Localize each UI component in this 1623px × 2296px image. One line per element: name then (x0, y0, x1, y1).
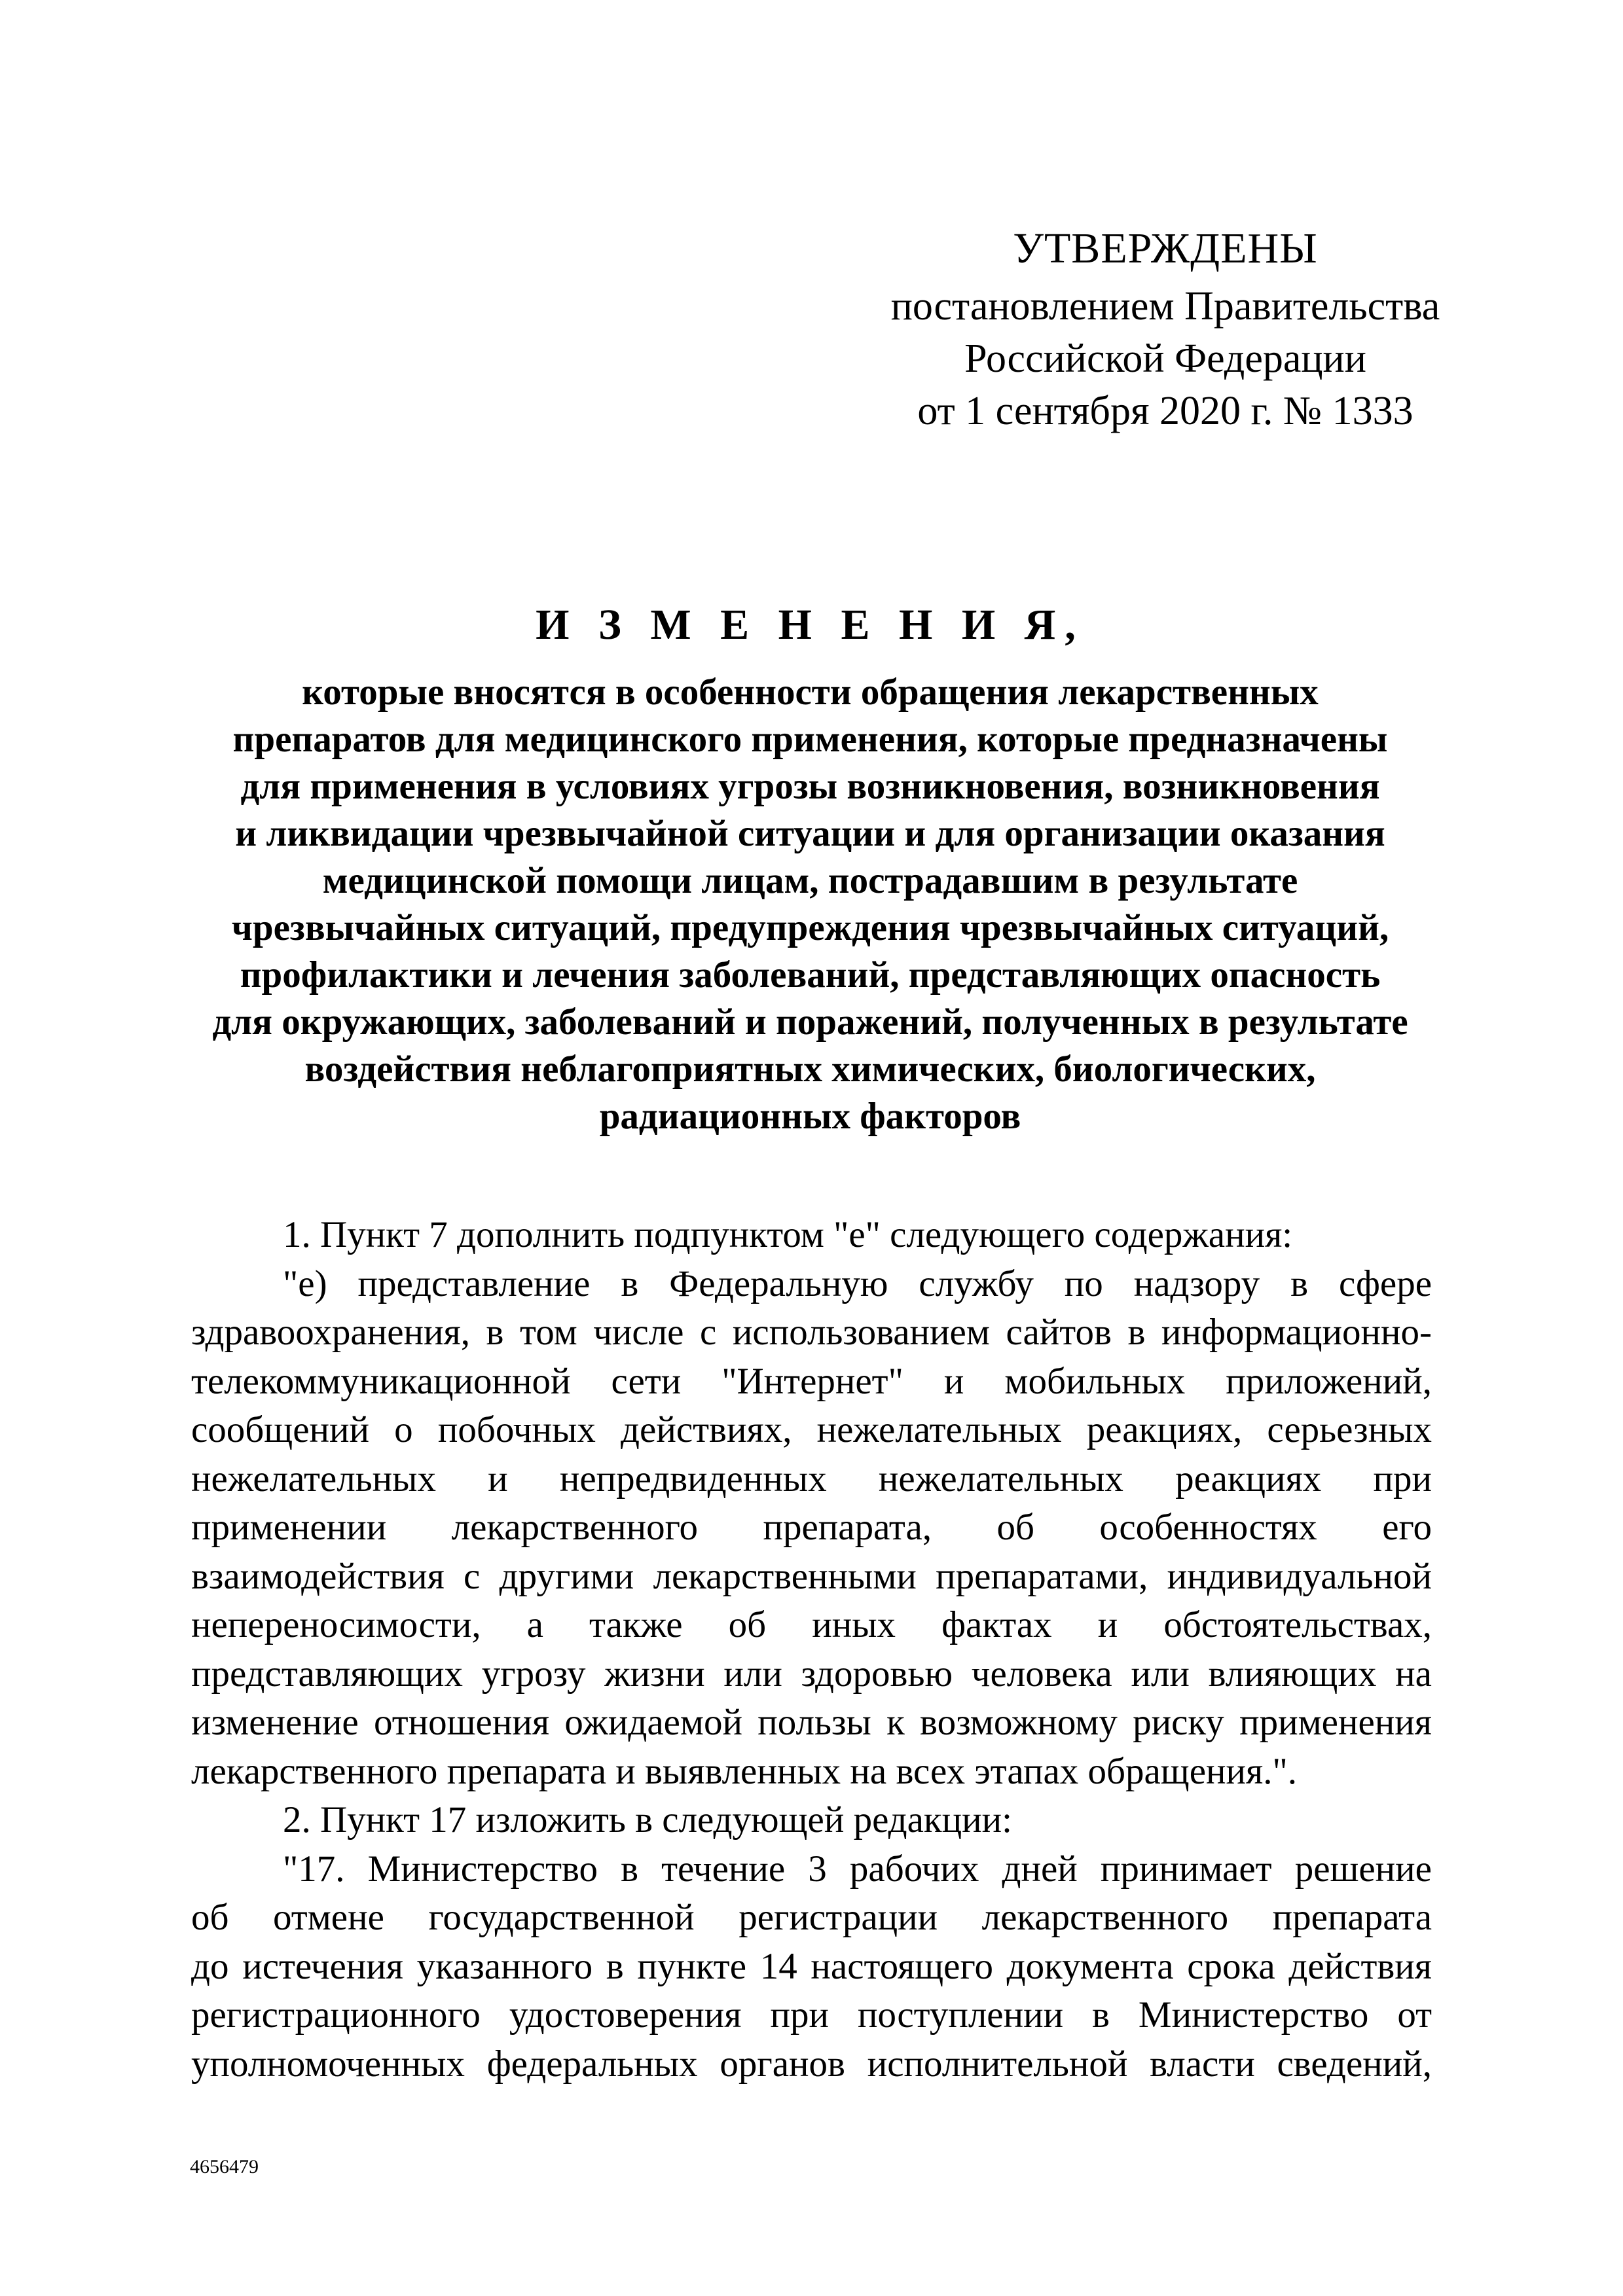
paragraph-line: "17. Министерство в течение 3 рабочих дней принимает решение (283, 1848, 1432, 1890)
document-subtitle (164, 669, 1457, 1140)
document-title: И З М Е Н Е Н И Я, (536, 601, 1085, 649)
approval-line-1: постановлением Правительства (890, 284, 1440, 329)
paragraph-line: нежелательных и непредвиденных нежелательных реакциях при (191, 1458, 1432, 1499)
paragraph-3 (191, 1796, 1432, 1845)
document-code: 4656479 (190, 2156, 259, 2178)
title-block (164, 596, 1457, 1140)
paragraph-line: здравоохранения, в том числе с использованием сайтов в информационно- (191, 1312, 1432, 1353)
subtitle-line: профилактики и лечения заболеваний, представляющих опасность (240, 954, 1381, 996)
subtitle-line: которые вносятся в особенности обращения лекарственных (302, 672, 1319, 713)
paragraph-line: уполномоченных федеральных органов исполнительной власти сведений, (191, 2043, 1432, 2085)
approval-line-2: Российской Федерации (964, 336, 1366, 381)
paragraph-line: об отмене государственной регистрации лекарственного препарата (191, 1897, 1432, 1938)
subtitle-line: и ликвидации чрезвычайной ситуации и для организации оказания (235, 813, 1385, 854)
subtitle-line: препаратов для медицинского применения, которые предназначены (232, 719, 1388, 760)
paragraph-2 (191, 1260, 1432, 1797)
paragraph-line: непереносимости, а также об иных фактах и обстоятельствах, (191, 1604, 1432, 1645)
subtitle-line: воздействия неблагоприятных химических, биологических, (304, 1049, 1316, 1090)
approval-block (871, 223, 1460, 437)
approval-line-3: от 1 сентября 2020 г. № 1333 (917, 389, 1413, 433)
subtitle-line: радиационных факторов (599, 1096, 1021, 1137)
subtitle-line: медицинской помощи лицам, пострадавшим в результате (322, 860, 1298, 901)
paragraph-line: взаимодействия с другими лекарственными препаратами, индивидуальной (191, 1555, 1432, 1597)
paragraph-line: регистрационного удостоверения при поступлении в Министерство от (191, 1994, 1432, 2036)
paragraph-line: до истечения указанного в пункте 14 настоящего документа срока действия (191, 1945, 1432, 1987)
paragraph-line: лекарственного препарата и выявленных на всех этапах обращения.". (191, 1750, 1297, 1792)
paragraph-line: телекоммуникационной сети "Интернет" и мобильных приложений, (191, 1360, 1432, 1402)
paragraph-1 (191, 1211, 1432, 1260)
paragraph-line: 1. Пункт 7 дополнить подпунктом "е" следующего содержания: (283, 1214, 1293, 1255)
paragraph-line: применении лекарственного препарата, об особенностях его (191, 1507, 1432, 1548)
paragraph-line: сообщений о побочных действиях, нежелательных реакциях, серьезных (191, 1409, 1432, 1450)
paragraph-4 (191, 1845, 1432, 2089)
subtitle-line: чрезвычайных ситуаций, предупреждения чрезвычайных ситуаций, (231, 907, 1389, 948)
document-body (191, 1211, 1432, 2089)
paragraph-line: "е) представление в Федеральную службу по надзору в сфере (283, 1263, 1432, 1304)
paragraph-line: изменение отношения ожидаемой пользы к возможному риску применения (191, 1702, 1432, 1743)
paragraph-line: представляющих угрозу жизни или здоровью человека или влияющих на (191, 1653, 1432, 1695)
subtitle-line: для применения в условиях угрозы возникновения, возникновения (240, 766, 1380, 807)
approved-label: УТВЕРЖДЕНЫ (1013, 224, 1318, 272)
paragraph-line: 2. Пункт 17 изложить в следующей редакции: (283, 1799, 1012, 1840)
subtitle-line: для окружающих, заболеваний и поражений, полученных в результате (212, 1001, 1408, 1043)
